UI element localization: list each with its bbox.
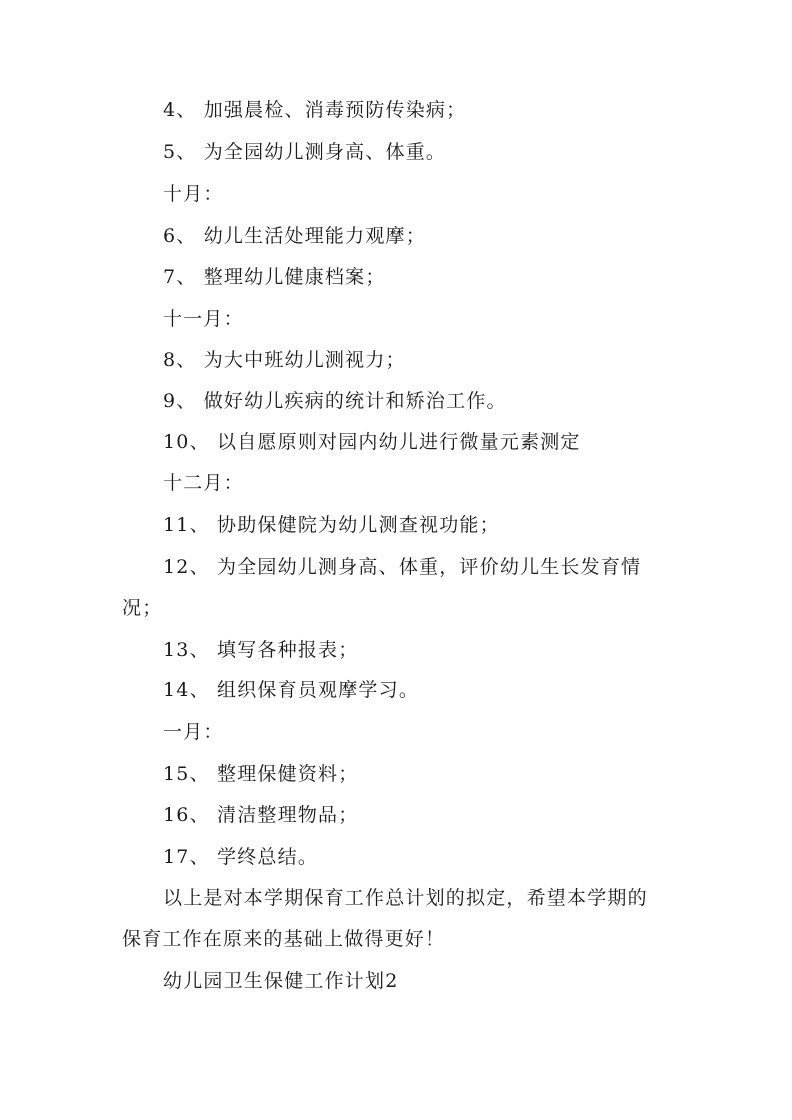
list-item-12-continuation: 况； [122,597,163,619]
month-heading-january: 一月： [163,721,224,743]
list-item-8: 8、 为大中班幼儿测视力； [163,349,406,371]
list-item-17: 17、 学终总结。 [163,846,319,868]
list-item-13: 13、 填写各种报表； [163,639,359,661]
month-heading-november: 十一月： [163,308,244,330]
list-item-16: 16、 清洁整理物品； [163,804,359,826]
list-item-4: 4、 加强晨检、消毒预防传染病； [163,99,467,121]
list-item-14: 14、 组织保育员观摩学习。 [163,679,420,701]
list-item-5: 5、 为全园幼儿测身高、体重。 [163,141,447,163]
summary-paragraph-line-1: 以上是对本学期保育工作总计划的拟定，希望本学期的 [163,887,648,909]
list-item-6: 6、 幼儿生活处理能力观摩； [163,225,426,247]
list-item-11: 11、 协助保健院为幼儿测查视功能； [163,514,500,536]
list-item-12: 12、 为全园幼儿测身高、体重，评价幼儿生长发育情 [163,556,642,578]
month-heading-december: 十二月： [163,472,244,494]
summary-paragraph-line-2: 保育工作在原来的基础上做得更好！ [122,928,446,950]
next-section-title: 幼儿园卫生保健工作计划2 [163,970,399,992]
month-heading-october: 十月： [163,183,224,205]
list-item-9: 9、 做好幼儿疾病的统计和矫治工作。 [163,390,507,412]
list-item-7: 7、 整理幼儿健康档案； [163,266,386,288]
list-item-15: 15、 整理保健资料； [163,763,359,785]
list-item-10: 10、 以自愿原则对园内幼儿进行微量元素测定 [163,431,581,453]
